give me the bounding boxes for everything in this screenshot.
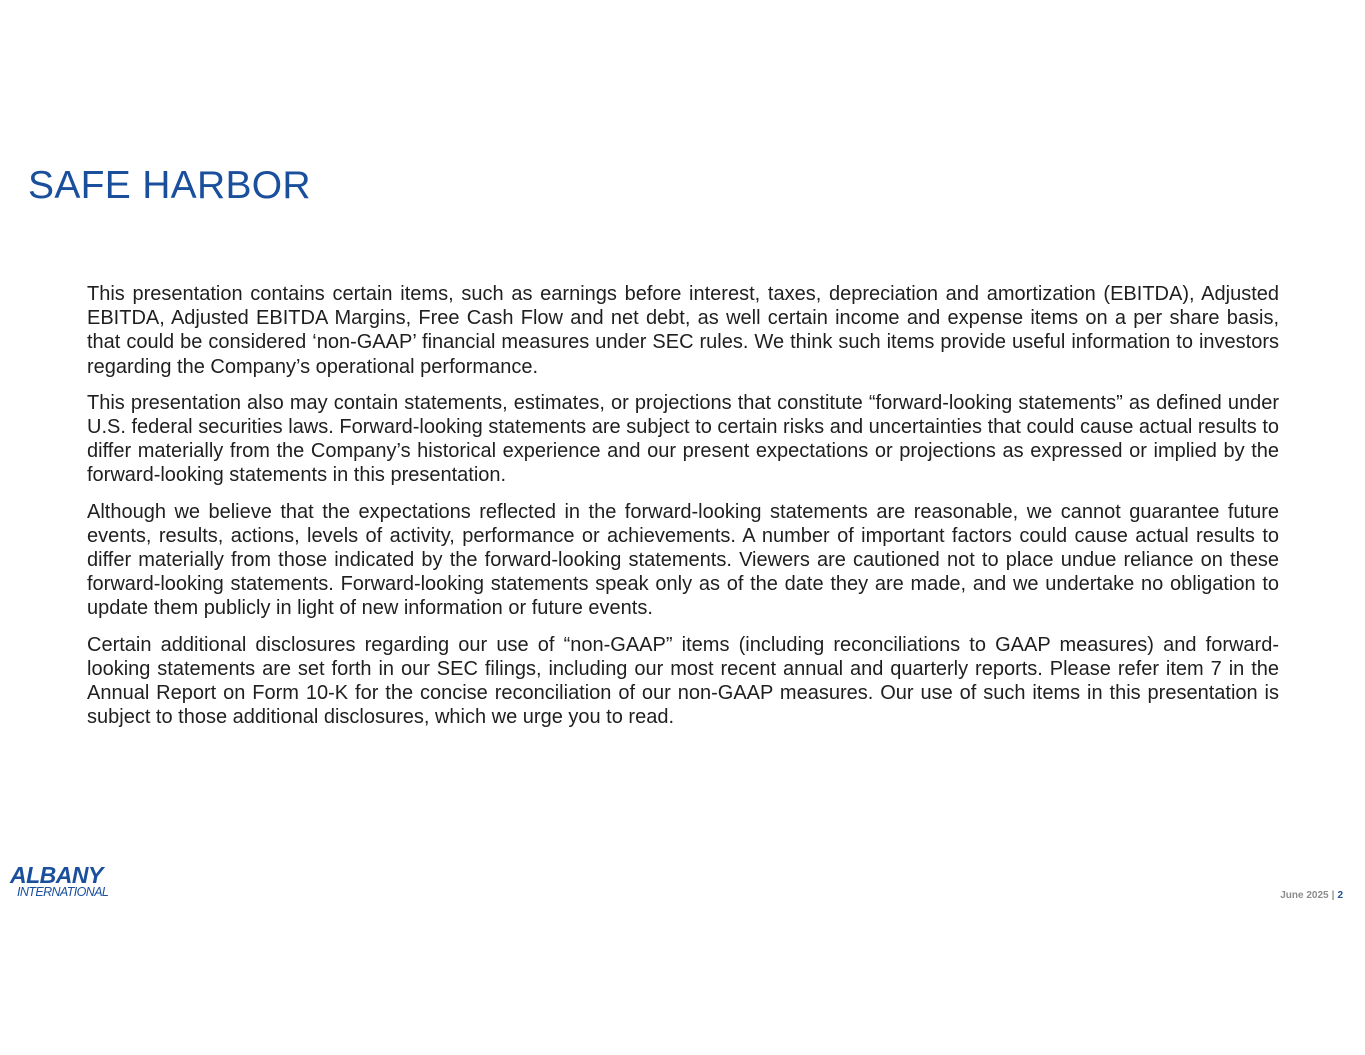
slide-title: SAFE HARBOR: [28, 164, 311, 207]
disclaimer-body: [87, 282, 1279, 741]
paragraph-forward-looking: This presentation also may contain statements, estimates, or projections that constitute “forward-looking statements” as defined under U.S. federal securities laws. Forward-looking statements are subject to certain risks and uncertainties that could cause actual results to differ materially from the Company’s historical experience and our present expectations or projections as expressed or implied by the forward-looking statements in this presentation.: [87, 391, 1279, 487]
paragraph-expectations: Although we believe that the expectations reflected in the forward-looking statements are reasonable, we cannot guarantee future events, results, actions, levels of activity, performance or achievements. A number of important factors could cause actual results to differ materially from those indicated by the forward-looking statements. Viewers are cautioned not to place undue reliance on these forward-looking statements. Forward-looking statements speak only as of the date they are made, and we undertake no obligation to update them publicly in light of new information or future events.: [87, 500, 1279, 620]
slide-footer: [1280, 889, 1343, 903]
footer-date: June 2025: [1280, 890, 1329, 901]
paragraph-additional-disclosures: Certain additional disclosures regarding our use of “non-GAAP” items (including reconciliations to GAAP measures) and forward-looking statements are set forth in our SEC filings, including our most recent annual and quarterly reports. Please refer item 7 in the Annual Report on Form 10-K for the concise reconciliation of our non-GAAP measures. Our use of such items in this presentation is subject to those additional disclosures, which we urge you to read.: [87, 633, 1279, 729]
paragraph-non-gaap: This presentation contains certain items, such as earnings before interest, taxes, depreciation and amortization (EBITDA), Adjusted EBITDA, Adjusted EBITDA Margins, Free Cash Flow and net debt, as well certain income and expense items on a per share basis, that could be considered ‘non-GAAP’ financial measures under SEC rules. We think such items provide useful information to investors regarding the Company’s operational performance.: [87, 283, 1279, 378]
logo-name: ALBANY: [10, 862, 103, 888]
logo-subtitle: INTERNATIONAL: [17, 885, 109, 899]
footer-separator: |: [1331, 890, 1335, 901]
albany-logo: [10, 862, 130, 902]
page-number: 2: [1337, 890, 1343, 901]
